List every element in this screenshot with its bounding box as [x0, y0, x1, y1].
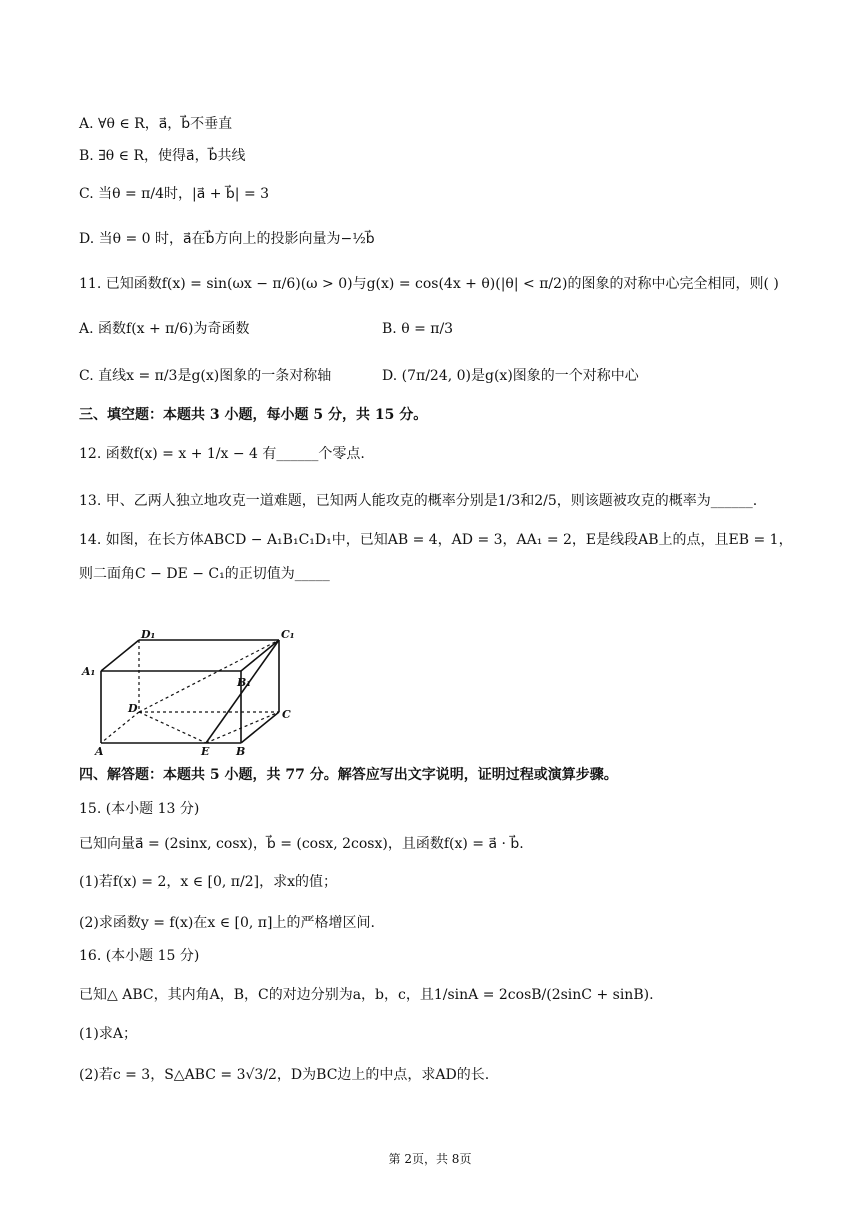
question-15-stem: 已知向量a⃗ = (2sinx, cosx)，b⃗ = (cosx, 2cosx)，且函数f(x) = a⃗ · b⃗. [79, 836, 524, 852]
question-15-part2: (2)求函数y = f(x)在x ∈ [0, π]上的严格增区间. [79, 915, 375, 931]
option-11b: B. θ = π/3 [382, 321, 454, 337]
option-10c: C. 当θ = π/4时，|a⃗ + b⃗| = 3 [79, 186, 270, 202]
question-16-header: 16. (本小题 15 分) [79, 948, 200, 964]
question-16-part2: (2)若c = 3，S△ABC = 3√3/2，D为BC边上的中点，求AD的长. [79, 1067, 490, 1083]
question-15-header: 15. (本小题 13 分) [79, 801, 200, 817]
label-c: C [282, 708, 291, 721]
option-10b: B. ∃θ ∈ R，使得a⃗，b⃗共线 [79, 148, 246, 164]
option-10d: D. 当θ = 0 时，a⃗在b⃗方向上的投影向量为−½b⃗ [79, 231, 375, 247]
option-11c: C. 直线x = π/3是g(x)图象的一条对称轴 [79, 368, 332, 384]
question-13: 13. 甲、乙两人独立地攻克一道难题，已知两人能攻克的概率分别是1/3和2/5，则该题被攻克的概率为______. [79, 493, 758, 509]
label-a1: A₁ [82, 665, 96, 678]
question-16-part1: (1)求A； [79, 1026, 137, 1042]
section-4-heading: 四、解答题：本题共 5 小题，共 77 分。解答应写出文字说明，证明过程或演算步骤。 [79, 767, 618, 783]
question-16-stem: 已知△ ABC，其内角A，B，C的对边分别为a，b，c，且1/sinA = 2cosB/(2sinC + sinB). [79, 987, 654, 1003]
label-d: D [128, 702, 138, 715]
question-14-line2: 则二面角C − DE − C₁的正切值为_____ [79, 566, 330, 582]
question-12: 12. 函数f(x) = x + 1/x − 4 有______个零点. [79, 446, 365, 462]
question-11-stem: 11. 已知函数f(x) = sin(ωx − π/6)(ω > 0)与g(x) = cos(4x + θ)(|θ| < π/2)的图象的对称中心完全相同，则( ) [79, 276, 779, 292]
label-b: B [236, 745, 246, 756]
question-15-part1: (1)若f(x) = 2，x ∈ [0, π/2]，求x的值； [79, 874, 337, 890]
question-14-line1: 14. 如图，在长方体ABCD − A₁B₁C₁D₁中，已知AB = 4，AD = 3，AA₁ = 2，E是线段AB上的点，且EB = 1， [79, 532, 793, 548]
label-c1: C₁ [281, 628, 295, 641]
option-11a: A. 函数f(x + π/6)为奇函数 [79, 321, 250, 337]
label-b1: B₁ [237, 676, 252, 689]
page-footer: 第 2页，共 8页 [388, 1152, 472, 1166]
cuboid-figure [79, 624, 309, 756]
label-d1: D₁ [141, 628, 156, 641]
section-3-heading: 三、填空题：本题共 3 小题，每小题 5 分，共 15 分。 [79, 407, 428, 423]
label-a: A [95, 745, 104, 756]
option-11d: D. (7π/24, 0)是g(x)图象的一个对称中心 [382, 368, 639, 384]
option-10a: A. ∀θ ∈ R，a⃗，b⃗不垂直 [79, 116, 233, 132]
label-e: E [201, 745, 210, 756]
